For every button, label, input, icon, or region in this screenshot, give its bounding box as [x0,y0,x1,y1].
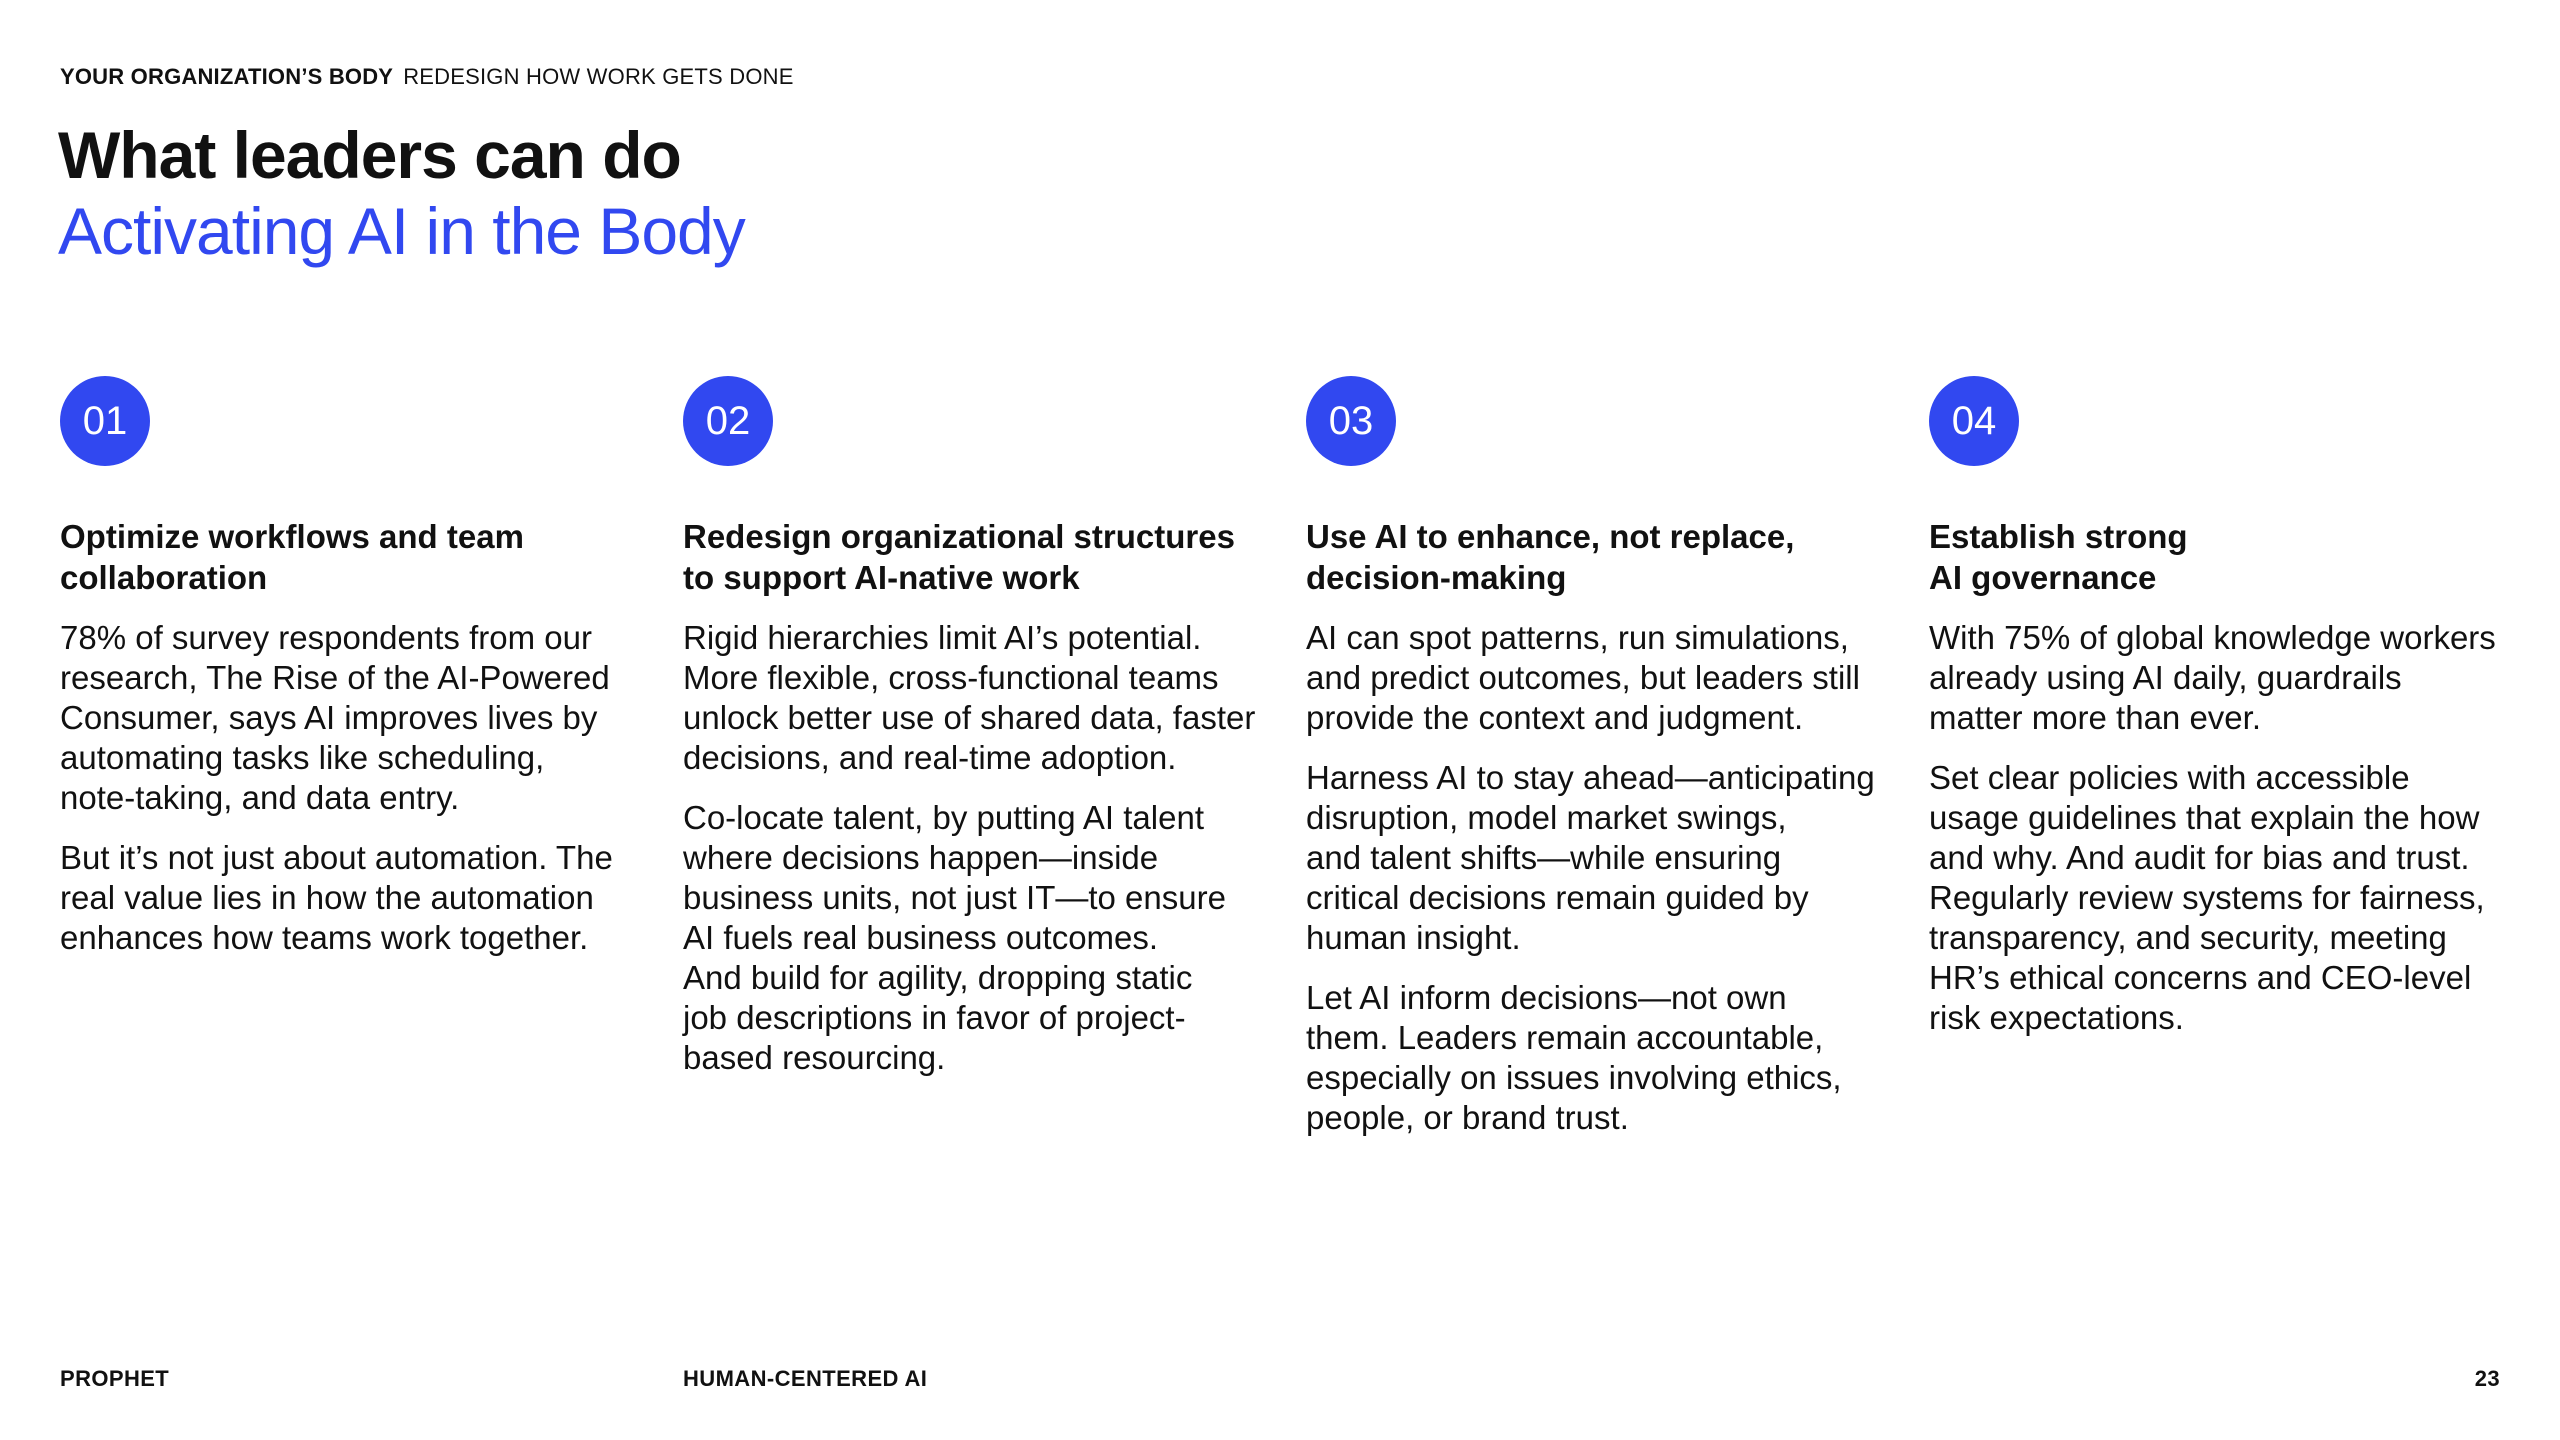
footer-section-title: HUMAN-CENTERED AI [683,1366,928,1391]
column-03 [1306,376,1896,1138]
page-number: 23 [2474,1366,2500,1391]
column-paragraph: Co-locate talent, by putting AI talent where decisions happen—inside business units, not just IT—to ensure AI fuels real business outcomes. And build for agility, dropping static job descriptions in favor of project- based resourcing. [683,799,1226,1076]
column-paragraph: Rigid hierarchies limit AI’s potential. More flexible, cross-functional teams unlock better use of shared data, faster decisions, and real-time adoption. [683,619,1256,776]
page-title: What leaders can do [58,118,681,192]
column-heading: Optimize workflows and team collaboration [60,518,524,596]
step-number-badge: 02 [683,376,773,466]
column-heading: Use AI to enhance, not replace, decision-making [1306,518,1795,596]
eyebrow-section-name: YOUR ORGANIZATION’S BODY [60,64,394,89]
column-02 [683,376,1273,1078]
step-number-badge: 04 [1929,376,2019,466]
column-heading: Establish strong AI governance [1929,518,2188,596]
eyebrow-subsection: REDESIGN HOW WORK GETS DONE [403,64,794,89]
step-number-badge: 03 [1306,376,1396,466]
column-04 [1929,376,2519,1038]
column-paragraph: Set clear policies with accessible usage guidelines that explain the how and why. And audit for bias and trust. Regularly review systems for fairness, transparency, and security, meeting HR’s ethical concerns and CEO-level risk expectations. [1929,759,2485,1036]
section-eyebrow [60,64,794,90]
column-heading: Redesign organizational structures to support AI-native work [683,518,1235,596]
column-01 [60,376,650,958]
column-paragraph: 78% of survey respondents from our research, The Rise of the AI-Powered Consumer, says AI improves lives by automating tasks like scheduling, note-taking, and data entry. [60,619,610,816]
column-paragraph: But it’s not just about automation. The real value lies in how the automation enhances how teams work together. [60,839,613,956]
column-paragraph: Let AI inform decisions—not own them. Leaders remain accountable, especially on issues involving ethics, people, or brand trust. [1306,979,1842,1136]
column-paragraph: Harness AI to stay ahead—anticipating disruption, model market swings, and talent shifts—while ensuring critical decisions remain guided by human insight. [1306,759,1875,956]
column-paragraph: AI can spot patterns, run simulations, and predict outcomes, but leaders still provide the context and judgment. [1306,619,1860,736]
column-paragraph: With 75% of global knowledge workers already using AI daily, guardrails matter more than ever. [1929,619,2496,736]
step-number-badge: 01 [60,376,150,466]
footer-brand: PROPHET [60,1366,170,1391]
page-subtitle: Activating AI in the Body [58,194,745,268]
